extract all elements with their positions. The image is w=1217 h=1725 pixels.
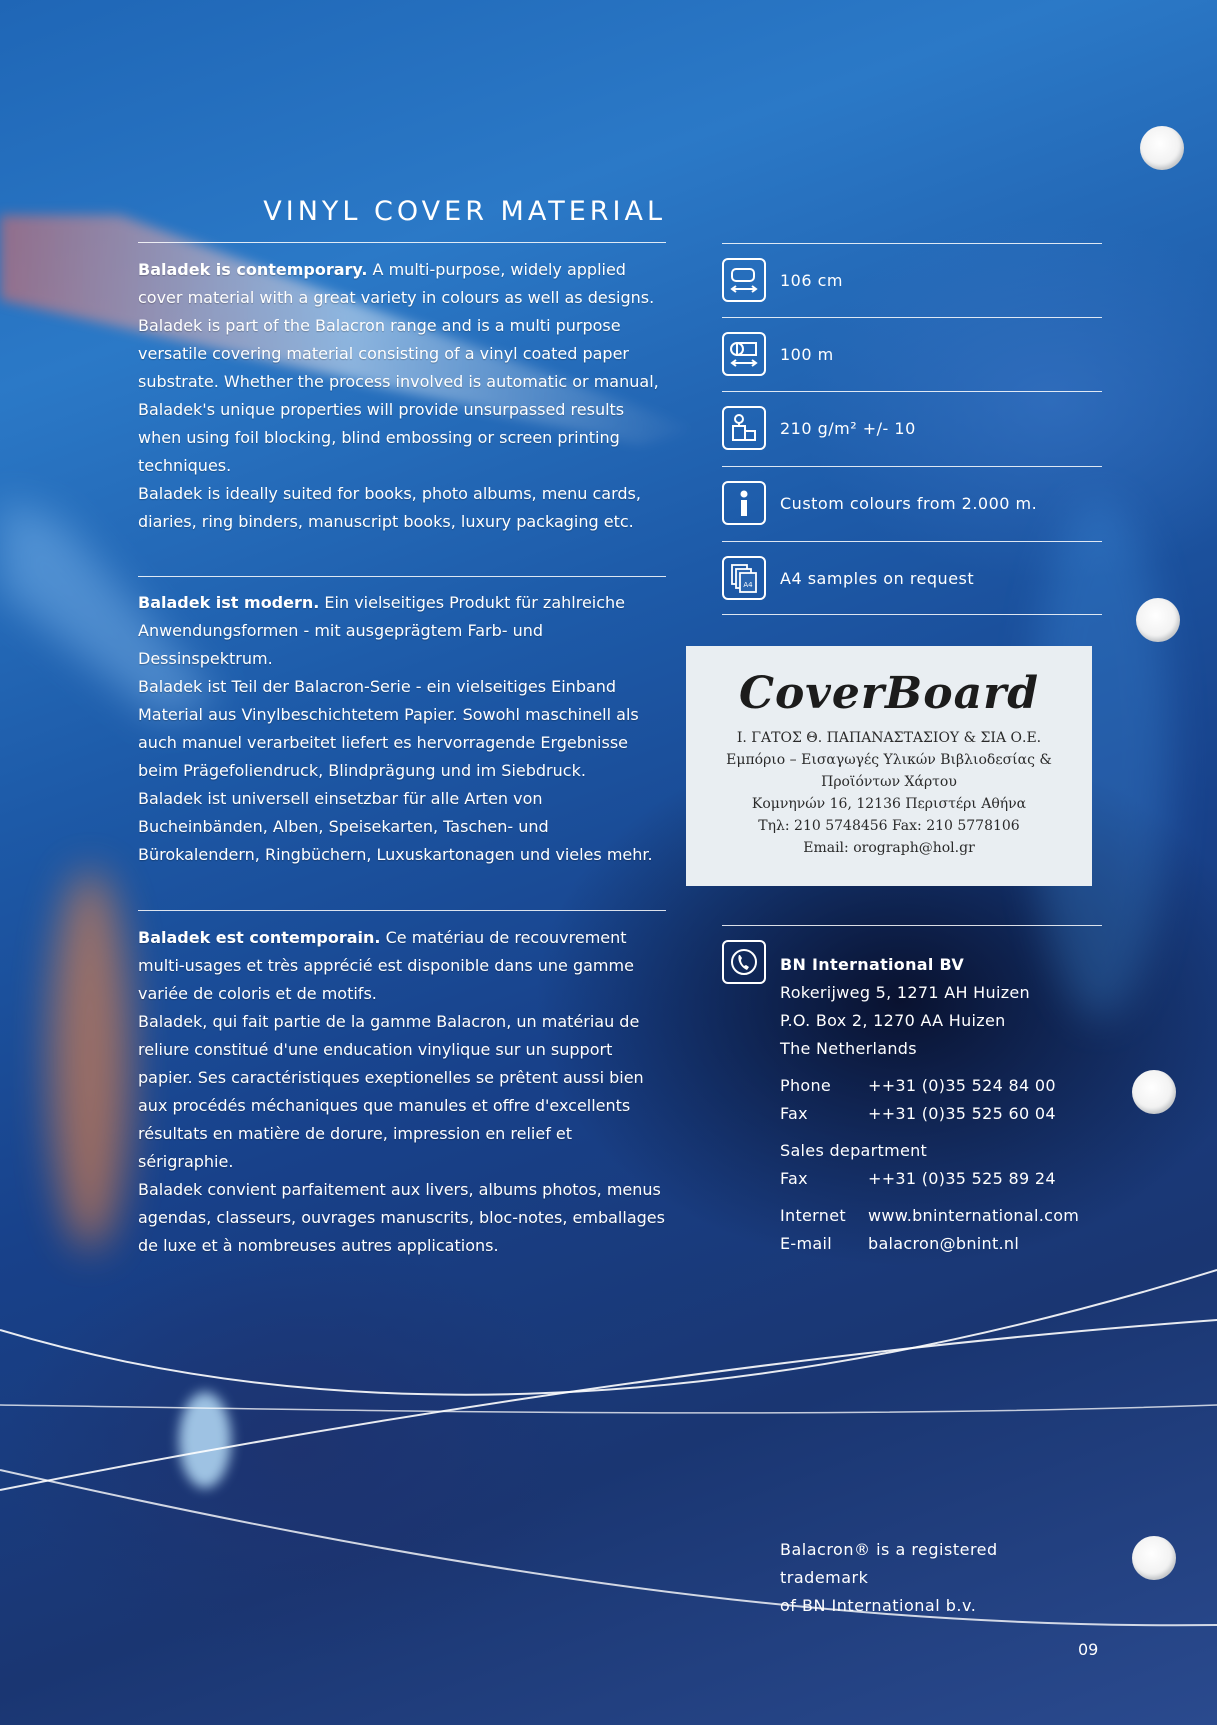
roll-length-icon <box>722 332 766 376</box>
dealer-line: Εμπόριο – Εισαγωγές Υλικών Βιβλιοδεσίας & <box>726 752 1052 768</box>
roll-width-icon <box>722 258 766 302</box>
dealer-line: Κομνηνών 16, 12136 Περιστέρι Αθήνα <box>751 796 1027 812</box>
divider <box>722 614 1102 615</box>
german-text-block <box>138 589 668 869</box>
divider <box>722 925 1102 926</box>
english-paragraph-3: Baladek is ideally suited for books, photo albums, menu cards, diaries, ring binders, manuscript books, luxury packaging etc. <box>138 484 641 531</box>
dealer-sticker <box>686 646 1092 886</box>
trademark-note <box>780 1536 1080 1620</box>
english-paragraph-2: Baladek is part of the Balacron range and is a multi purpose versatile covering material consisting of a vinyl coated paper substrate. Whether the process involved is automatic or manual, Baladek's unique properties will provide unsurpassed results when using foil blocking, blind embossing or screen printing techniques. <box>138 316 659 475</box>
email-label: E-mail <box>780 1234 832 1253</box>
spec-row-length <box>722 317 1102 391</box>
fax-value: ++31 (0)35 525 60 04 <box>868 1104 1056 1123</box>
fax-label: Fax <box>780 1104 808 1123</box>
sales-fax-value: ++31 (0)35 525 89 24 <box>868 1169 1056 1188</box>
contact-block <box>780 951 1110 1258</box>
dealer-line: Τηλ: 210 5748456 Fax: 210 5778106 <box>758 818 1020 834</box>
french-text-block <box>138 924 668 1260</box>
german-lead-rest: Ein vielseitiges Produkt für zahlreiche Anwendungsformen - mit ausgeprägtem Farb- und Dessinspektrum. <box>138 593 626 668</box>
address-line: Rokerijweg 5, 1271 AH Huizen <box>780 983 1030 1002</box>
spec-row-custom-colours <box>722 466 1102 540</box>
french-lead-rest: Ce matériau de recouvrement multi-usages et très apprécié est disponible dans une gamme variée de coloris et de motifs. <box>138 928 634 1003</box>
email-link[interactable]: balacron@bnint.nl <box>868 1234 1020 1253</box>
spec-row-samples <box>722 541 1102 615</box>
spec-text: 210 g/m² +/- 10 <box>780 418 916 438</box>
spec-text: 100 m <box>780 344 834 364</box>
french-paragraph-3: Baladek convient parfaitement aux livers, albums photos, menus agendas, classeurs, ouvrages manuscrits, bloc-notes, emballages de luxe et à nombreuses autres applications. <box>138 1180 665 1255</box>
dealer-name: CoverBoard <box>738 668 1040 719</box>
spec-text: A4 samples on request <box>780 568 975 588</box>
email-row <box>780 1230 1110 1258</box>
website-link[interactable]: www.bninternational.com <box>868 1206 1080 1225</box>
spec-row-weight <box>722 391 1102 465</box>
address-line: P.O. Box 2, 1270 AA Huizen <box>780 1011 1006 1030</box>
dealer-email: Email: orograph@hol.gr <box>803 840 975 856</box>
divider <box>138 576 666 577</box>
fax-row <box>780 1100 1110 1128</box>
page-number: 09 <box>1078 1640 1099 1659</box>
binder-hole <box>1136 598 1180 642</box>
divider <box>138 910 666 911</box>
sales-department-label: Sales department <box>780 1141 928 1160</box>
country: The Netherlands <box>780 1039 917 1058</box>
weight-icon <box>722 406 766 450</box>
samples-icon-label: A4 <box>743 581 753 589</box>
divider <box>138 242 666 243</box>
french-lead: Baladek est contemporain. <box>138 928 381 947</box>
spec-text: Custom colours from 2.000 m. <box>780 493 1038 513</box>
french-paragraph-1 <box>138 924 668 1008</box>
samples-icon <box>722 556 766 600</box>
german-paragraph-3: Baladek ist universell einsetzbar für alle Arten von Bucheinbänden, Alben, Speisekarten, Taschen- und Bürokalendern, Ringbüchern, Luxuskartonagen und vieles mehr. <box>138 789 653 864</box>
phone-icon <box>722 940 766 984</box>
internet-row <box>780 1202 1110 1230</box>
binder-hole <box>1132 1070 1176 1114</box>
sales-fax-row <box>780 1165 1110 1193</box>
binder-hole <box>1132 1536 1176 1580</box>
german-paragraph-1 <box>138 589 668 673</box>
french-paragraph-2: Baladek, qui fait partie de la gamme Balacron, un matériau de reliure constitué d'une enducation vinylique sur un support papier. Ses caractéristiques exeptionelles se prêtent aussi bien aux procédés méchaniques que manules et offre d'excellents résultats en matière de dorure, impression en relief et sérigraphie. <box>138 1012 644 1171</box>
phone-value: ++31 (0)35 524 84 00 <box>868 1076 1056 1095</box>
spec-text: 106 cm <box>780 270 844 290</box>
binder-hole <box>1140 126 1184 170</box>
english-lead-rest: A multi-purpose, widely applied cover material with a great variety in colours as well as designs. <box>138 260 655 307</box>
dealer-line: Ι. ΓΑΤΟΣ Θ. ΠΑΠΑΝΑΣΤΑΣΙΟΥ & ΣΙΑ Ο.Ε. <box>736 730 1042 746</box>
english-lead: Baladek is contemporary. <box>138 260 368 279</box>
english-paragraph-1 <box>138 256 668 312</box>
info-icon <box>722 481 766 525</box>
dealer-line: Προϊόντων Χάρτου <box>821 774 957 790</box>
spec-row-width <box>722 243 1102 317</box>
german-lead: Baladek ist modern. <box>138 593 320 612</box>
company-name: BN International BV <box>780 955 965 974</box>
phone-row <box>780 1072 1110 1100</box>
sales-fax-label: Fax <box>780 1169 808 1188</box>
english-text-block <box>138 256 668 536</box>
german-paragraph-2: Baladek ist Teil der Balacron-Serie - ein vielseitiges Einband Material aus Vinylbeschichtetem Papier. Sowohl maschinell als auch manuel verarbeitet liefert es hervorragende Ergebnisse beim Prägefoliendruck, Blindprägung und im Siebdruck. <box>138 677 639 780</box>
trademark-line: of BN International b.v. <box>780 1596 977 1615</box>
phone-label: Phone <box>780 1076 832 1095</box>
trademark-line: Balacron® is a registered trademark <box>780 1540 998 1587</box>
page-title: VINYL COVER MATERIAL <box>263 196 666 227</box>
internet-label: Internet <box>780 1206 846 1225</box>
